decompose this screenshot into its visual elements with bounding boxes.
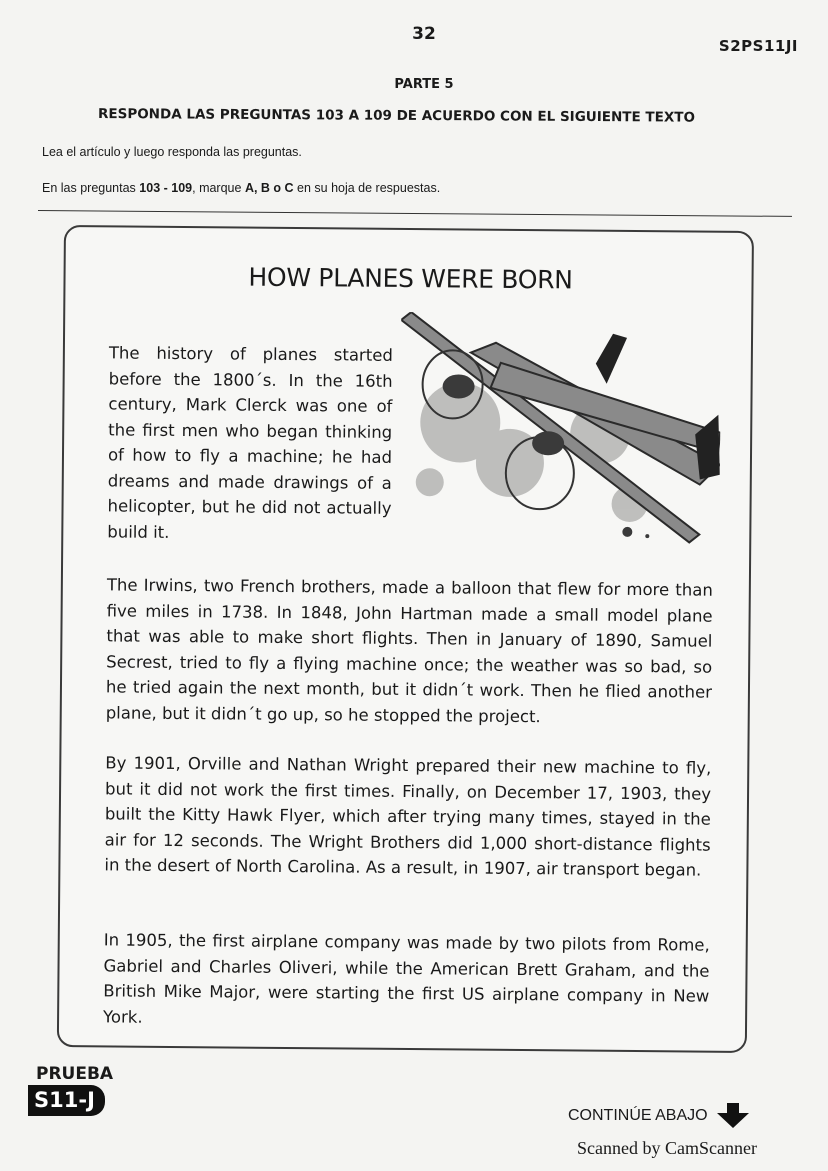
exam-badge [28, 1064, 113, 1116]
instruction-heading: RESPONDA LAS PREGUNTAS 103 A 109 DE ACUERDO CON EL SIGUIENTE TEXTO [97, 106, 696, 126]
instruction-middle: , marque [192, 181, 245, 195]
article-box [57, 225, 754, 1053]
exam-label: PRUEBA [36, 1064, 114, 1084]
vintage-bomber-plane-illustration [399, 312, 721, 545]
instruction-range: 103 - 109 [139, 181, 193, 195]
instruction-options: A, B o C [244, 181, 294, 195]
arrow-down-icon [716, 1103, 750, 1129]
instruction-line-1: Lea el artículo y luego responda las preguntas. [42, 145, 302, 159]
form-code: S2PS11JI [718, 37, 798, 55]
article-paragraph-2: The Irwins, two French brothers, made a balloon that flew for more than five miles in 1738. In 1848, John Hartman made a small model plane that was able to make short flights. Then in January of 1890, Samuel Secrest, tried to fly a flying machine once; the weather was so bad, so he tried again the next month, but it didn´t work. Then he flied another plane, but it didn´t go up, so he stopped the project. [105, 575, 713, 726]
continue-below [568, 1103, 750, 1129]
header-divider [38, 210, 792, 217]
instruction-suffix: en su hoja de respuestas. [293, 181, 441, 195]
scanner-watermark: Scanned by CamScanner [577, 1138, 757, 1158]
page-number: 32 [412, 24, 436, 44]
instruction-line-2 [42, 181, 440, 195]
continue-text: CONTINÚE ABAJO [568, 1107, 708, 1124]
part-title: PARTE 5 [394, 77, 454, 92]
exam-code: S11-J [28, 1085, 105, 1116]
article-paragraph-1: The history of planes started before the 1800´s. In the 16th century, Mark Clerck was one of the first men who began thinking of how to fly a machine; he had dreams and made drawings of a helicopter, but he did not actually build it. [107, 343, 393, 542]
instruction-prefix: En las preguntas [42, 181, 140, 195]
article-title: HOW PLANES WERE BORN [248, 262, 573, 295]
article-paragraph-4: In 1905, the first airplane company was made by two pilots from Rome, Gabriel and Charles Oliveri, while the American Brett Graham, and the British Mike Major, were starting the first US airplane company in New York. [103, 930, 710, 1027]
article-paragraph-3: By 1901, Orville and Nathan Wright prepared their new machine to fly, but it did not work the first times. Finally, on December 17, 1903, they built the Kitty Hawk Flyer, which after trying many times, stayed in the air for 12 seconds. The Wright Brothers did 1,000 short-distance flights in the desert of North Carolina. As a result, in 1907, air transport began. [104, 753, 712, 880]
